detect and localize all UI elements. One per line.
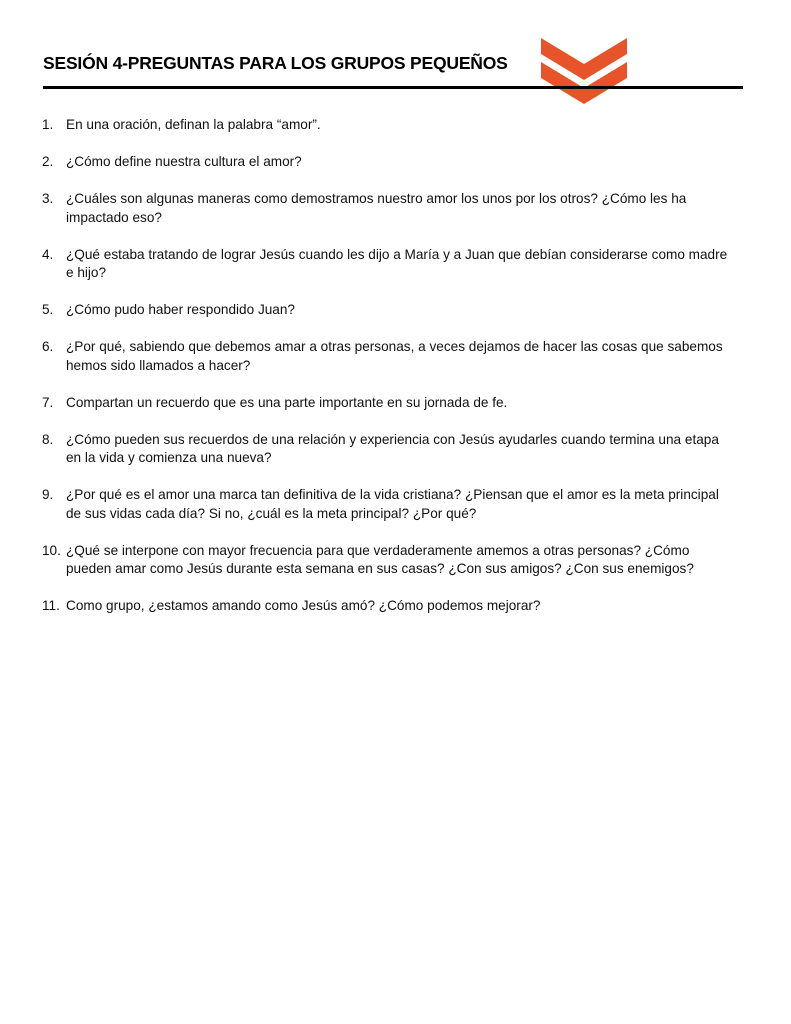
- question-text: ¿Qué estaba tratando de lograr Jesús cuando les dijo a María y a Juan que debían considerarse como madre e hijo?: [66, 246, 728, 280]
- question-text: Compartan un recuerdo que es una parte importante en su jornada de fe.: [66, 394, 508, 410]
- question-number: 9.: [42, 487, 54, 502]
- question-item: [42, 597, 742, 616]
- question-number: 5.: [42, 302, 54, 317]
- double-chevron-down-icon: [541, 38, 627, 104]
- questions-list: [42, 116, 742, 634]
- question-text: ¿Por qué, sabiendo que debemos amar a otras personas, a veces dejamos de hacer las cosas que sabemos hemos sido llamados a hacer?: [66, 339, 723, 373]
- question-text: ¿Cómo pudo haber respondido Juan?: [66, 302, 295, 317]
- page-title: SESIÓN 4-PREGUNTAS PARA LOS GRUPOS PEQUEÑOS: [43, 53, 508, 73]
- page-header: [43, 38, 743, 94]
- question-number: 2.: [42, 154, 54, 169]
- question-item: [42, 431, 742, 468]
- question-item: [42, 190, 742, 227]
- question-number: 8.: [42, 431, 54, 447]
- question-number: 11.: [42, 598, 60, 613]
- question-text: Como grupo, ¿estamos amando como Jesús amó? ¿Cómo podemos mejorar?: [66, 598, 541, 613]
- question-text: En una oración, definan la palabra “amor”.: [66, 117, 321, 132]
- question-text: ¿Cómo pueden sus recuerdos de una relación y experiencia con Jesús ayudarles cuando termina una etapa en la vida y comienza una nueva?: [66, 431, 719, 465]
- question-number: 7.: [42, 394, 54, 410]
- question-number: 3.: [42, 191, 54, 206]
- header-rule: [43, 86, 743, 89]
- question-text: ¿Qué se interpone con mayor frecuencia para que verdaderamente amemos a otras personas? ¿Cómo pueden amar como Jesús durante esta semana en sus casas? ¿Con sus amigos? ¿Con sus enemigos?: [66, 542, 694, 576]
- question-item: [42, 301, 742, 320]
- question-item: [42, 338, 742, 375]
- question-item: [42, 116, 742, 135]
- question-item: [42, 246, 742, 283]
- question-text: ¿Cuáles son algunas maneras como demostramos nuestro amor los unos por los otros? ¿Cómo les ha impactado eso?: [66, 191, 687, 225]
- question-item: [42, 153, 742, 172]
- question-number: 10.: [42, 542, 61, 558]
- question-item: [42, 542, 742, 579]
- question-text: ¿Cómo define nuestra cultura el amor?: [66, 154, 302, 169]
- question-item: [42, 486, 742, 523]
- question-item: [42, 394, 742, 413]
- question-number: 6.: [42, 339, 54, 354]
- question-text: ¿Por qué es el amor una marca tan definitiva de la vida cristiana? ¿Piensan que el amor es la meta principal de sus vidas cada día? Si no, ¿cuál es la meta principal? ¿Por qué?: [66, 487, 719, 521]
- question-number: 1.: [42, 117, 54, 132]
- question-number: 4.: [42, 246, 54, 262]
